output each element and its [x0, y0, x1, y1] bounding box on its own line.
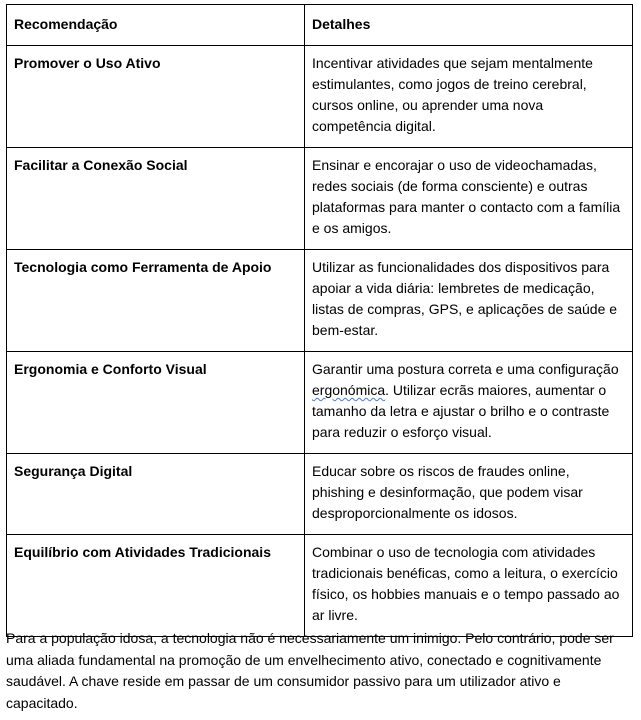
- table-row: [7, 46, 633, 148]
- recommendations-table: [6, 4, 633, 637]
- spellcheck-marked-word[interactable]: ergonómica: [312, 382, 386, 398]
- table-row: [7, 148, 633, 250]
- table-row: [7, 250, 633, 352]
- closing-paragraph: Para a população idosa, a tecnologia não é necessariamente um inimigo. Pelo contrário, pode ser uma aliada fundamental na promoção de um envelhecimento ativo, conectado e cognitivamente saudável. A chave reside em passar de um consumidor passivo para um utilizador ativo e capacitado.: [6, 630, 614, 711]
- table-row: [7, 535, 633, 637]
- details-cell: Utilizar as funcionalidades dos dispositivos para apoiar a vida diária: lembretes de medicação, listas de compras, GPS, e aplicações de saúde e bem-estar.: [305, 250, 633, 352]
- header-recommendation: Recomendação: [7, 5, 305, 46]
- recommendation-cell: Facilitar a Conexão Social: [7, 148, 305, 250]
- table-header-row: [7, 5, 633, 46]
- recommendation-cell: Promover o Uso Ativo: [7, 46, 305, 148]
- recommendation-cell: Segurança Digital: [7, 454, 305, 535]
- details-cell: Educar sobre os riscos de fraudes online, phishing e desinformação, que podem visar desproporcionalmente os idosos.: [305, 454, 633, 535]
- details-cell: [305, 352, 633, 454]
- header-details: Detalhes: [305, 5, 633, 46]
- recommendation-cell: Ergonomia e Conforto Visual: [7, 352, 305, 454]
- details-text-after: . Utilizar ecrãs maiores, aumentar o tamanho da letra e ajustar o brilho e o contraste para reduzir o esforço visual.: [312, 382, 610, 440]
- table-row: [7, 352, 633, 454]
- recommendation-cell: Tecnologia como Ferramenta de Apoio: [7, 250, 305, 352]
- details-cell: Incentivar atividades que sejam mentalmente estimulantes, como jogos de treino cerebral, cursos online, ou aprender uma nova competência digital.: [305, 46, 633, 148]
- details-text-before: Garantir uma postura correta e uma configuração: [312, 361, 619, 377]
- details-cell: Ensinar e encorajar o uso de videochamadas, redes sociais (de forma consciente) e outras plataformas para manter o contacto com a família e os amigos.: [305, 148, 633, 250]
- recommendation-cell: Equilíbrio com Atividades Tradicionais: [7, 535, 305, 637]
- details-cell: Combinar o uso de tecnologia com atividades tradicionais benéficas, como a leitura, o exercício físico, os hobbies manuais e o tempo passado ao ar livre.: [305, 535, 633, 637]
- table-row: [7, 454, 633, 535]
